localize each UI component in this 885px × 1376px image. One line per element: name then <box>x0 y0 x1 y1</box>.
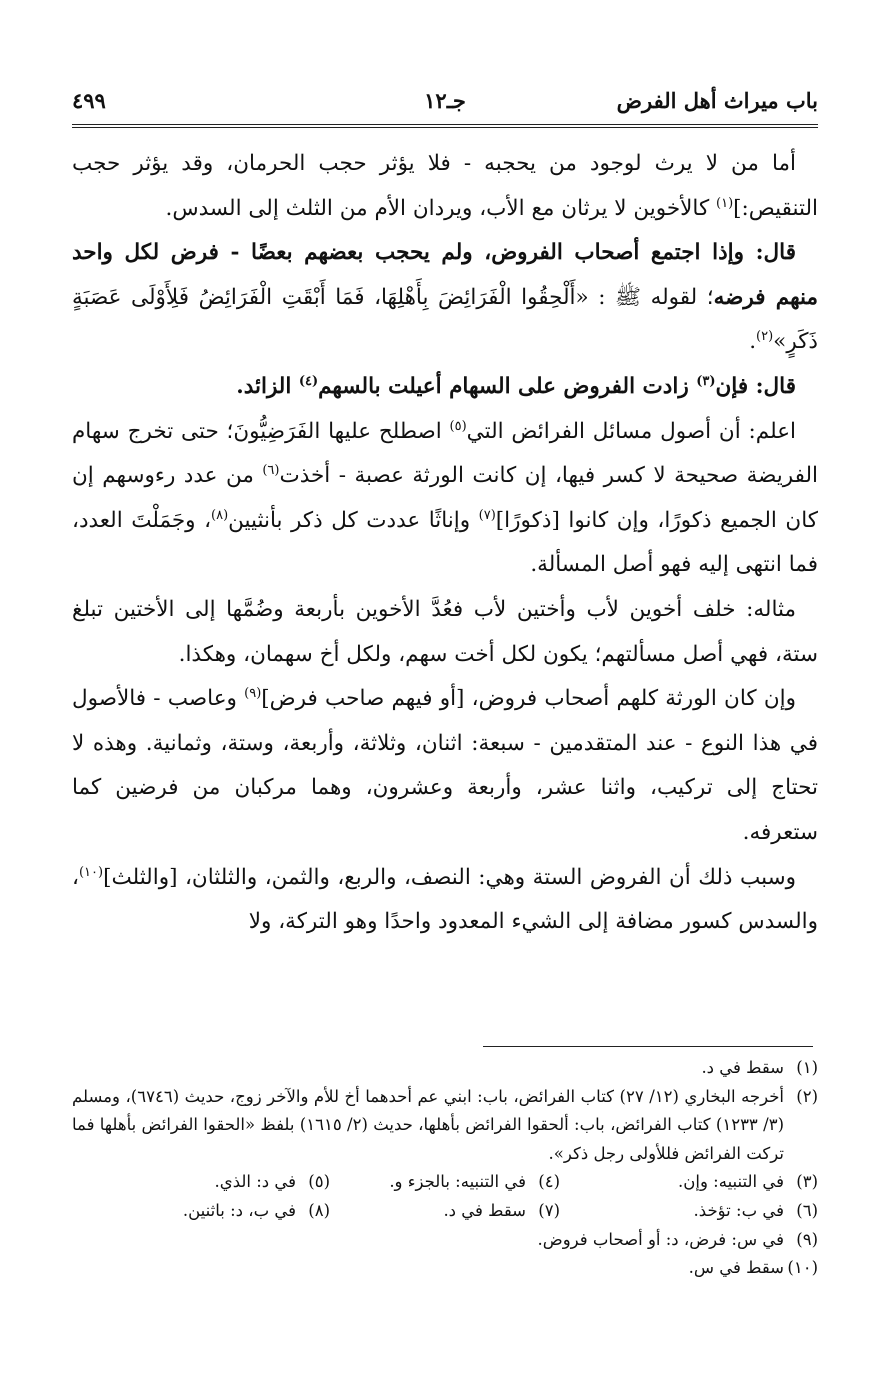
volume-number: جـ١٢ <box>424 88 466 113</box>
footnote-number: (٤) <box>538 1172 560 1192</box>
text-run: ، والسدس كسور مضافة إلى الشيء المعدود واحدًا وهو التركة، ولا <box>72 864 818 935</box>
footnote-text: سقط في س. <box>688 1258 784 1278</box>
footnote <box>330 1168 560 1197</box>
header-rule <box>72 124 818 128</box>
page-number: ٤٩٩ <box>72 88 106 113</box>
footnote-number: (٣) <box>796 1172 818 1192</box>
footnote-text: سقط في د. <box>701 1058 784 1077</box>
text-run: أما من لا يرث لوجود من يحجبه - فلا يؤثر حجب الحرمان، وقد يؤثر حجب التنقيص:] <box>72 151 818 221</box>
footnote-ref: (٥) <box>449 418 467 434</box>
text-run: . <box>749 329 757 355</box>
footnote <box>72 1054 818 1083</box>
footnote-number: (٩) <box>796 1229 818 1249</box>
footnote-number: (٧) <box>538 1200 560 1220</box>
footnote-ref: (٧) <box>478 507 496 523</box>
footnote-text: في د: الذي. <box>214 1172 296 1192</box>
footnote-text: سقط في د. <box>443 1200 526 1220</box>
paragraph <box>72 677 818 855</box>
paragraph <box>72 856 818 945</box>
footnote-ref: (٦) <box>262 463 280 478</box>
text-run: قال: وإذا اجتمع أصحاب الفروض، ولم يحجب بعضهم بعضًا - فرض لكل واحد منهم فرضه <box>72 240 818 310</box>
footnote-number: (٥) <box>308 1172 330 1192</box>
text-run: وإناثًا عددت كل ذكر بأنثيين <box>228 507 479 533</box>
footnote <box>560 1197 818 1226</box>
footnote-text: أخرجه البخاري (١٢/ ٢٧) كتاب الفرائض، باب: ابني عم أحدهما أخ للأم والآخر زوج، حديث (٦٧٤٦)، ومسلم (٣/ ١٢٣٣) كتاب الفرائض، باب: ألحقوا الفرائض بأهلها، حديث (٢/ ١٦١٥) بلفظ «الحقوا الفرائض بأهلها فما تركت الفرائض فللأولى رجل ذكر». <box>72 1086 785 1163</box>
footnote-ref: (٣) <box>696 373 716 389</box>
paragraph <box>72 365 818 410</box>
footnote-number: (١٠) <box>787 1258 818 1278</box>
text-run: قال: فإن <box>715 373 796 399</box>
text-run: ، وجَمَلْتَ العدد، فما انتهى إليه فهو أصل المسألة. <box>72 507 818 578</box>
text-run: وعاصب - فالأصول في هذا النوع - عند المتقدمين - سبعة: اثنان، وثلاثة، وأربعة، وستة، وثمانية. وهذه لا تحتاج إلى تركيب، واثنا عشر، وأربعة وعشرون، وهما مركبان من فرضين كما ستعرفه. <box>72 686 818 845</box>
footnote-ref: (٤) <box>298 373 319 389</box>
text-run: زادت الفروض على السهام أعيلت بالسهم <box>318 373 697 399</box>
footnote-row <box>72 1197 818 1226</box>
footnote-ref: (٩) <box>244 685 262 701</box>
footnote <box>72 1226 818 1255</box>
page-header <box>72 82 818 122</box>
footnote <box>72 1197 330 1226</box>
paragraph <box>72 231 818 365</box>
text-run: مثاله: خلف أخوين لأب وأختين لأب فعُدَّ الأخوين بأربعة وضُمَّها إلى الأختين تبلغ ستة، فهي أصل مسألتهم؛ يكون لكل أخت سهم، ولكل أخ سهمان، وهكذا. <box>72 596 818 667</box>
footnote <box>72 1168 330 1197</box>
footnote <box>560 1168 818 1197</box>
text-run: كالأخوين لا يرثان مع الأب، ويردان الأم من الثلث إلى السدس. <box>165 195 717 221</box>
running-title: باب ميراث أهل الفرض <box>616 88 818 113</box>
text-run: وإن كان الورثة كلهم أصحاب فروض، [أو فيهم صاحب فرض] <box>261 686 796 712</box>
footnote <box>72 1083 818 1169</box>
footnote-text: في ب: تؤخذ. <box>693 1200 784 1220</box>
footnote-ref: (١٠) <box>78 864 104 880</box>
paragraph <box>72 588 818 677</box>
footnote <box>72 1254 818 1283</box>
text-run: اعلم: أن أصول مسائل الفرائض التي <box>466 418 796 444</box>
text-run: ؛ لقوله ﷺ : «أَلْحِقُوا الْفَرَائِضَ بِأَهْلِهَا، فَمَا أَبْقَتِ الْفَرَائِضُ فَلِأَوْلَى عَصَبَةٍ ذَكَرٍ» <box>72 284 818 355</box>
footnote-text: في التنبيه: بالجزء و. <box>389 1172 526 1192</box>
text-run: الزائد. <box>236 373 299 399</box>
footnote-number: (١) <box>796 1058 818 1077</box>
footnote-text: في س: فرض، د: أو أصحاب فروض. <box>537 1229 784 1249</box>
footnote-row <box>72 1168 818 1197</box>
footnote-ref: (١) <box>716 195 734 211</box>
text-run: وسبب ذلك أن الفروض الستة وهي: النصف، والربع، والثمن، والثلثان، [والثلث] <box>103 864 796 890</box>
footnote-number: (٨) <box>308 1200 330 1220</box>
text-run: من عدد رءوسهم إن كان الجميع ذكورًا، وإن كانوا [ذكورًا] <box>72 463 818 533</box>
text-run: اصطلح عليها الفَرَضِيُّونَ؛ حتى تخرج سهام الفريضة صحيحة لا كسر فيها، إن كانت الورثة عصبة - أخذت <box>72 418 818 489</box>
footnote-text: في التنبيه: وإن. <box>678 1172 784 1192</box>
footnote-ref: (٨) <box>211 507 229 523</box>
footnote-text: في ب، د: باثنين. <box>182 1200 296 1220</box>
footnote-rule <box>483 1046 813 1047</box>
footnote <box>330 1197 560 1226</box>
paragraph <box>72 142 818 231</box>
footnote-ref: (٢) <box>756 329 774 345</box>
paragraph <box>72 410 818 588</box>
main-text <box>72 142 818 945</box>
footnote-number: (٢) <box>796 1086 818 1106</box>
footnote-number: (٦) <box>796 1200 818 1220</box>
footnotes <box>72 1054 818 1283</box>
